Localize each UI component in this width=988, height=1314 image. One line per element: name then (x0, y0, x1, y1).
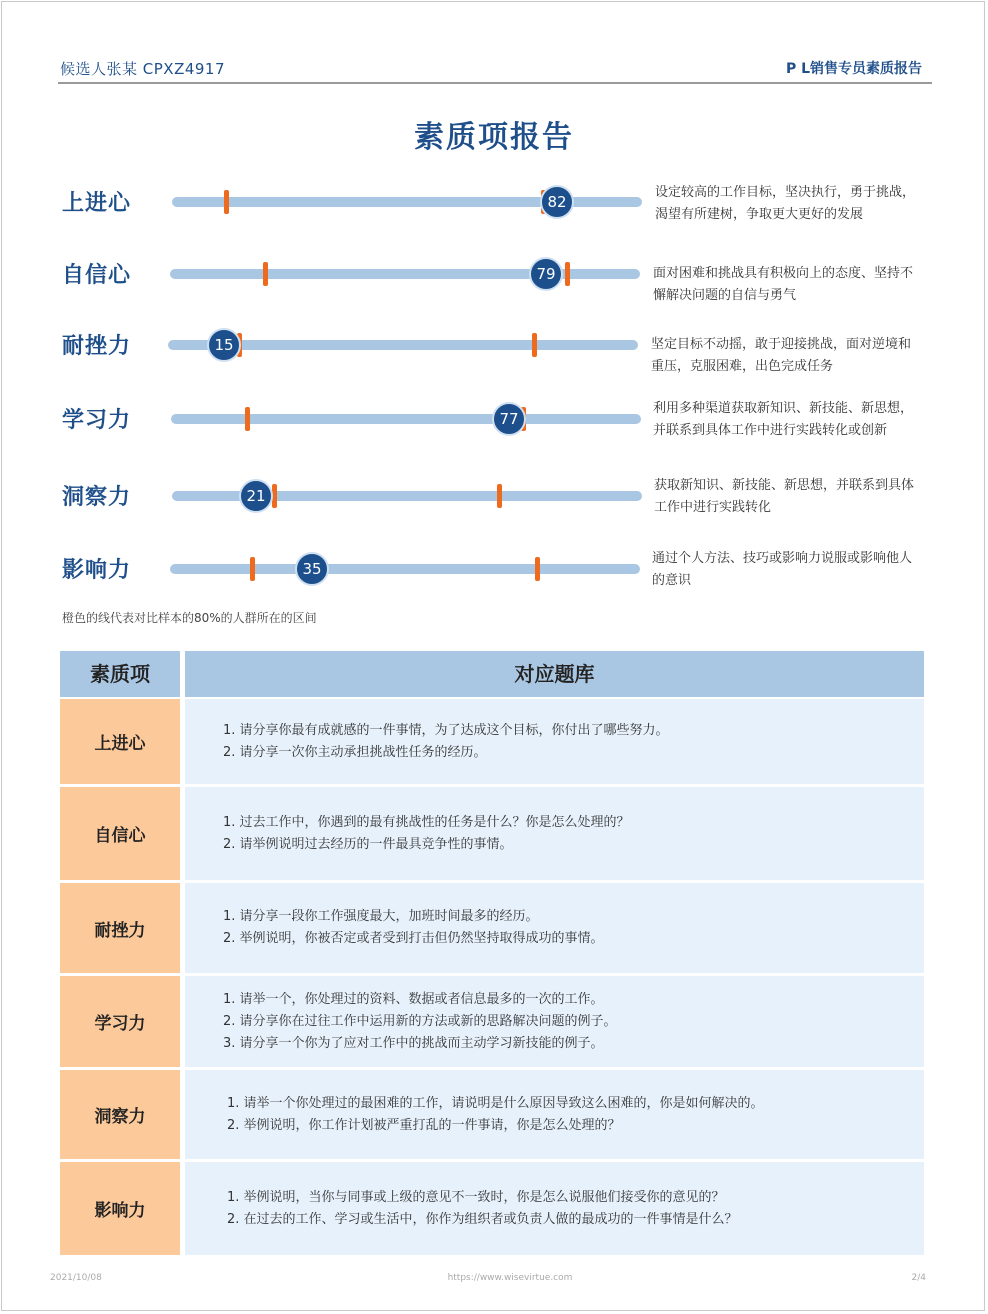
score-track (170, 564, 640, 574)
question-item: 3. 请分享一个你为了应对工作中的挑战而主动学习新技能的例子。 (223, 1035, 604, 1051)
trait-description: 设定较高的工作目标，坚决执行，勇于挑战，渴望有所建树，争取更大更好的发展 (655, 185, 916, 222)
trait-row-naicuoli (0, 315, 988, 375)
question-item: 2. 举例说明，你工作计划被严重打乱的一件事请，你是怎么处理的？ (227, 1117, 621, 1133)
footer-page-number: 2/4 (911, 1273, 926, 1283)
trait-row-zixinxin (0, 244, 988, 304)
range-low-tick (245, 407, 250, 431)
page-title: 素质项报告 (414, 120, 574, 155)
report-name: P L销售专员素质报告 (785, 61, 922, 77)
table-cell-questions (185, 1162, 924, 1255)
trait-name: 洞察力 (62, 485, 132, 510)
score-dot: 77 (492, 402, 526, 436)
trait-name: 耐挫力 (62, 334, 132, 359)
question-item: 2. 请举例说明过去经历的一件最具竞争性的事情。 (223, 836, 513, 852)
table-header-questions: 对应题库 (185, 651, 924, 697)
question-item: 1. 请举一个，你处理过的资料、数据或者信息最多的一次的工作。 (223, 991, 604, 1007)
question-item: 2. 举例说明，你被否定或者受到打击但仍然坚持取得成功的事情。 (223, 931, 604, 946)
footer-url: https://www.wisevirtue.com (447, 1273, 573, 1283)
question-item: 1. 过去工作中，你遇到的最有挑战性的任务是什么？你是怎么处理的？ (223, 814, 630, 830)
footer-date: 2021/10/08 (50, 1273, 102, 1283)
legend-note: 橙色的线代表对比样本的80%的人群所在的区间 (62, 611, 317, 625)
question-item: 2. 请分享一次你主动承担挑战性任务的经历。 (223, 744, 487, 760)
table-cell-trait: 学习力 (60, 976, 180, 1067)
trait-row-yingxiangli (0, 539, 988, 599)
score-dot: 79 (529, 257, 563, 291)
trait-description: 获取新知识、新技能、新思想，并联系到具体工作中进行实践转化 (654, 478, 915, 515)
trait-name: 影响力 (62, 558, 132, 583)
score-dot: 82 (540, 185, 574, 219)
trait-description: 通过个人方法、技巧或影响力说服或影响他人的意识 (652, 551, 913, 588)
table-cell-trait: 影响力 (60, 1162, 180, 1255)
trait-name: 学习力 (62, 408, 132, 433)
table-cell-trait: 耐挫力 (60, 883, 180, 973)
trait-description: 利用多种渠道获取新知识、新技能、新思想，并联系到具体工作中进行实践转化或创新 (653, 401, 914, 438)
trait-row-dongchali (0, 466, 988, 526)
trait-name: 自信心 (62, 263, 132, 288)
trait-row-xuexili (0, 389, 988, 449)
table-cell-trait: 自信心 (60, 787, 180, 880)
table-cell-questions (185, 699, 924, 784)
question-bank-table (60, 651, 924, 1255)
question-item: 2. 请分享你在过往工作中运用新的方法或新的思路解决问题的例子。 (223, 1013, 617, 1029)
score-dot: 21 (239, 479, 273, 513)
table-cell-trait: 洞察力 (60, 1070, 180, 1159)
page-header (58, 56, 932, 84)
table-cell-questions (185, 1070, 924, 1159)
table-cell-questions (185, 883, 924, 973)
range-high-tick (565, 262, 570, 286)
question-item: 1. 请分享你最有成就感的一件事情，为了达成这个目标，你付出了哪些努力。 (223, 722, 669, 738)
table-cell-trait: 上进心 (60, 699, 180, 784)
question-item: 2. 在过去的工作、学习或生活中，你作为组织者或负责人做的最成功的一件事情是什么？ (227, 1211, 738, 1227)
trait-name: 上进心 (62, 191, 132, 216)
range-low-tick (250, 557, 255, 581)
score-dot: 35 (295, 552, 329, 586)
range-low-tick (263, 262, 268, 286)
table-header-trait: 素质项 (60, 651, 180, 697)
trait-description: 坚定目标不动摇，敢于迎接挑战，面对逆境和重压，克服困难，出色完成任务 (651, 337, 912, 374)
range-high-tick (532, 333, 537, 357)
score-track (171, 414, 641, 424)
table-cell-questions (185, 976, 924, 1067)
trait-row-shangjinxin (0, 172, 988, 232)
range-high-tick (535, 557, 540, 581)
table-cell-questions (185, 787, 924, 880)
trait-description: 面对困难和挑战具有积极向上的态度、坚持不懈解决问题的自信与勇气 (653, 266, 914, 303)
range-high-tick (497, 484, 502, 508)
question-item: 1. 举例说明，当你与同事或上级的意见不一致时，你是怎么说服他们接受你的意见的？ (227, 1189, 725, 1205)
question-item: 1. 请分享一段你工作强度最大，加班时间最多的经历。 (223, 909, 539, 924)
score-dot: 15 (207, 328, 241, 362)
question-item: 1. 请举一个你处理过的最困难的工作，请说明是什么原因导致这么困难的，你是如何解决的。 (227, 1095, 764, 1111)
range-low-tick (224, 190, 229, 214)
candidate-label: 候选人张某 CPXZ4917 (60, 60, 226, 78)
